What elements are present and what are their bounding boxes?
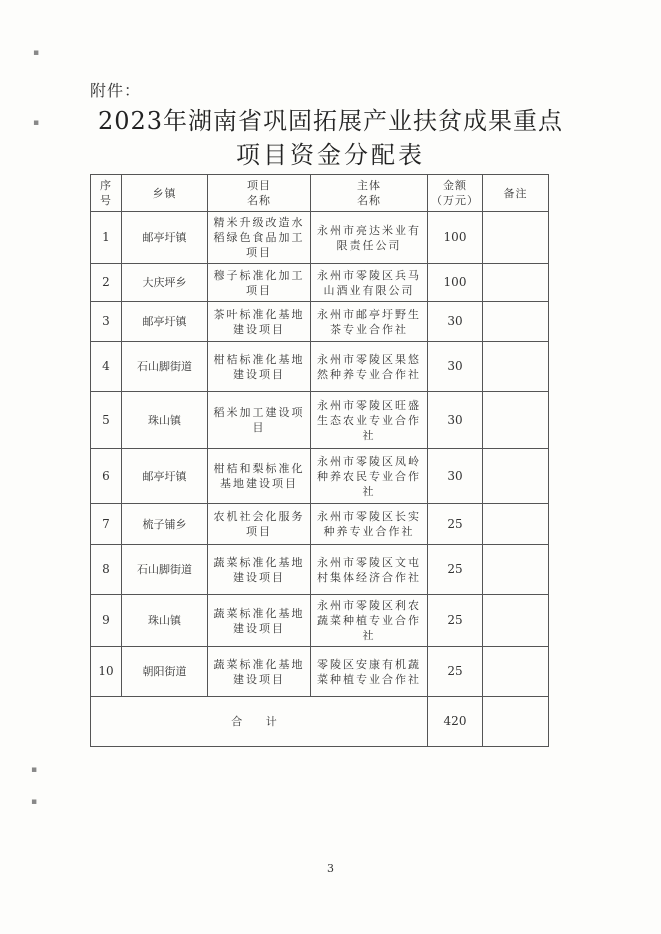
document-subtitle: 项目资金分配表: [236, 141, 425, 169]
row-remark: [483, 342, 549, 392]
row-amount: 30: [428, 342, 483, 392]
row-amount: 25: [428, 647, 483, 697]
header-entity: 主体 名称: [311, 175, 428, 212]
scan-artifact: ▪: [33, 48, 40, 58]
row-entity: 永州市零陵区长实种养专业合作社: [311, 504, 428, 545]
header-project: 项目 名称: [208, 175, 311, 212]
row-amount: 100: [428, 264, 483, 302]
row-project: 蔬菜标准化基地建设项目: [208, 545, 311, 595]
row-town: 珠山镇: [122, 595, 208, 647]
row-remark: [483, 392, 549, 449]
total-row: [91, 697, 549, 747]
scan-artifact: ▪: [31, 765, 38, 775]
row-amount: 25: [428, 545, 483, 595]
row-amount: 30: [428, 392, 483, 449]
row-amount: 30: [428, 302, 483, 342]
row-town: 大庆坪乡: [122, 264, 208, 302]
row-project: 茶叶标准化基地建设项目: [208, 302, 311, 342]
row-seq: 5: [91, 392, 122, 449]
header-seq: 序 号: [91, 175, 122, 212]
row-project: 穆子标准化加工项目: [208, 264, 311, 302]
table-row: [91, 595, 549, 647]
total-remark: [483, 697, 549, 747]
row-project: 稻米加工建设项目: [208, 392, 311, 449]
row-project: 农机社会化服务项目: [208, 504, 311, 545]
row-seq: 7: [91, 504, 122, 545]
row-seq: 9: [91, 595, 122, 647]
row-remark: [483, 545, 549, 595]
table-header-row: [91, 175, 549, 212]
row-town: 梳子铺乡: [122, 504, 208, 545]
row-remark: [483, 595, 549, 647]
row-seq: 8: [91, 545, 122, 595]
table-row: [91, 647, 549, 697]
row-amount: 25: [428, 595, 483, 647]
row-remark: [483, 302, 549, 342]
row-remark: [483, 647, 549, 697]
row-town: 石山脚街道: [122, 342, 208, 392]
row-entity: 永州市零陵区利农蔬菜种植专业合作社: [311, 595, 428, 647]
page-number: 3: [327, 862, 334, 875]
row-project: 柑桔和梨标准化基地建设项目: [208, 449, 311, 504]
row-seq: 2: [91, 264, 122, 302]
table-row: [91, 302, 549, 342]
row-project: 柑桔标准化基地建设项目: [208, 342, 311, 392]
header-town: 乡镇: [122, 175, 208, 212]
allocation-table: [90, 174, 549, 747]
row-seq: 1: [91, 212, 122, 264]
scan-artifact: ▪: [31, 797, 38, 807]
row-project: 蔬菜标准化基地建设项目: [208, 647, 311, 697]
scan-artifact: ▪: [33, 118, 40, 128]
row-town: 邮亭圩镇: [122, 302, 208, 342]
row-project: 蔬菜标准化基地建设项目: [208, 595, 311, 647]
row-entity: 永州市零陵区旺盛生态农业专业合作社: [311, 392, 428, 449]
row-remark: [483, 449, 549, 504]
row-entity: 永州市零陵区果悠然种养专业合作社: [311, 342, 428, 392]
row-entity: 永州市零陵区文屯村集体经济合作社: [311, 545, 428, 595]
row-remark: [483, 212, 549, 264]
row-seq: 4: [91, 342, 122, 392]
header-remark: 备注: [483, 175, 549, 212]
row-amount: 100: [428, 212, 483, 264]
total-label: 合 计: [91, 697, 428, 747]
table-row: [91, 449, 549, 504]
row-entity: 永州市零陵区兵马山酒业有限公司: [311, 264, 428, 302]
row-project: 精米升级改造水稻绿色食品加工项目: [208, 212, 311, 264]
attachment-label: 附件：: [90, 81, 142, 100]
row-entity: 永州市邮亭圩野生茶专业合作社: [311, 302, 428, 342]
document-title: 2023年湖南省巩固拓展产业扶贫成果重点: [97, 107, 564, 135]
row-seq: 6: [91, 449, 122, 504]
table-row: [91, 264, 549, 302]
table-row: [91, 212, 549, 264]
table-row: [91, 392, 549, 449]
table-row: [91, 504, 549, 545]
header-amount: 金额 （万元）: [428, 175, 483, 212]
row-amount: 30: [428, 449, 483, 504]
row-amount: 25: [428, 504, 483, 545]
row-entity: 永州市亮达米业有限责任公司: [311, 212, 428, 264]
row-seq: 3: [91, 302, 122, 342]
row-town: 石山脚街道: [122, 545, 208, 595]
row-entity: 零陵区安康有机蔬菜种植专业合作社: [311, 647, 428, 697]
row-town: 朝阳街道: [122, 647, 208, 697]
row-town: 邮亭圩镇: [122, 449, 208, 504]
total-amount: 420: [428, 697, 483, 747]
table-row: [91, 545, 549, 595]
row-seq: 10: [91, 647, 122, 697]
row-town: 邮亭圩镇: [122, 212, 208, 264]
row-town: 珠山镇: [122, 392, 208, 449]
row-entity: 永州市零陵区凤岭种养农民专业合作社: [311, 449, 428, 504]
row-remark: [483, 504, 549, 545]
row-remark: [483, 264, 549, 302]
table-row: [91, 342, 549, 392]
